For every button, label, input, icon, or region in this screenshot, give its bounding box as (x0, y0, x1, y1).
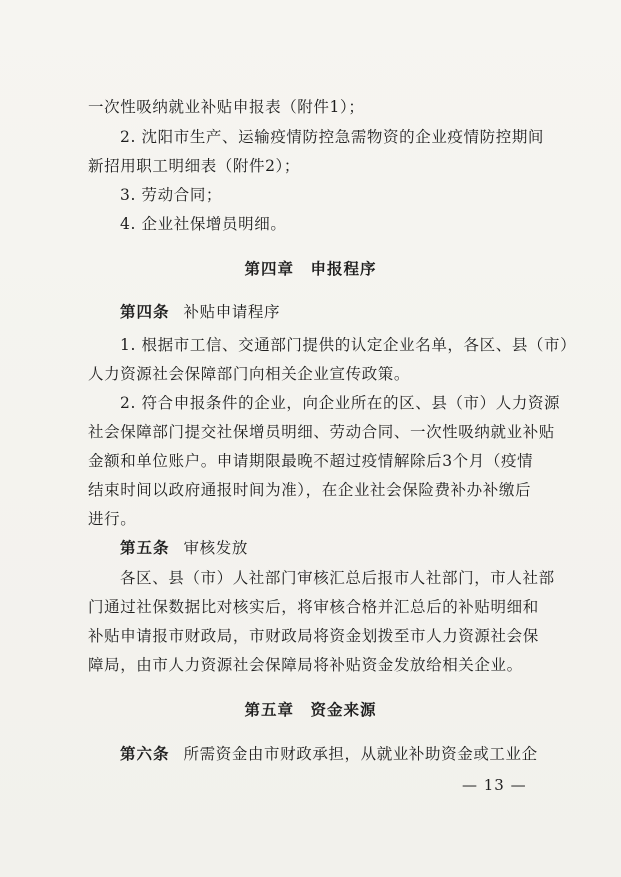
text-line: 障局，由市人力资源社会保障局将补贴资金发放给相关企业。 (88, 656, 523, 674)
text-line: 进行。 (88, 510, 137, 528)
text-line: 金额和单位账户。申请期限最晚不超过疫情解除后3个月（疫情 (88, 452, 534, 470)
article-number: 第五条 (120, 539, 170, 557)
text-line: 3. 劳动合同； (120, 186, 223, 204)
text-line: 新招用职工明细表（附件2）； (88, 157, 301, 175)
article-number: 第四条 (120, 303, 170, 321)
text-line: 4. 企业社保增员明细。 (120, 215, 287, 233)
text-line: 门通过社保数据比对核实后，将审核合格并汇总后的补贴明细和 (88, 598, 539, 616)
chapter-heading: 第五章 资金来源 (244, 701, 377, 719)
article-number: 第六条 (120, 745, 170, 763)
article-heading (120, 301, 280, 323)
article-title: 补贴申请程序 (183, 303, 281, 321)
chapter-heading: 第四章 申报程序 (244, 260, 377, 278)
text-line: 2. 符合申报条件的企业，向企业所在的区、县（市）人力资源 (120, 394, 561, 412)
text-line: 社会保障部门提交社保增员明细、劳动合同、一次性吸纳就业补贴 (88, 423, 555, 441)
text-line: 结束时间以政府通报时间为准），在企业社会保险费补办补缴后 (88, 481, 532, 499)
article-text: 所需资金由市财政承担，从就业补助资金或工业企 (183, 745, 538, 763)
article-heading (120, 743, 538, 765)
text-line: 2. 沈阳市生产、运输疫情防控急需物资的企业疫情防控期间 (120, 128, 545, 146)
page-number: — 13 — (462, 776, 527, 794)
article-heading (120, 537, 248, 559)
text-line: 一次性吸纳就业补贴申报表（附件1）； (88, 98, 365, 116)
article-title: 审核发放 (183, 539, 248, 557)
text-line: 各区、县（市）人社部门审核汇总后报市人社部门，市人社部 (120, 569, 555, 587)
text-line: 人力资源社会保障部门向相关企业宣传政策。 (88, 365, 411, 383)
text-line: 补贴申请报市财政局，市财政局将资金划拨至市人力资源社会保 (88, 627, 539, 645)
text-line: 1. 根据市工信、交通部门提供的认定企业名单，各区、县（市） (120, 336, 577, 354)
